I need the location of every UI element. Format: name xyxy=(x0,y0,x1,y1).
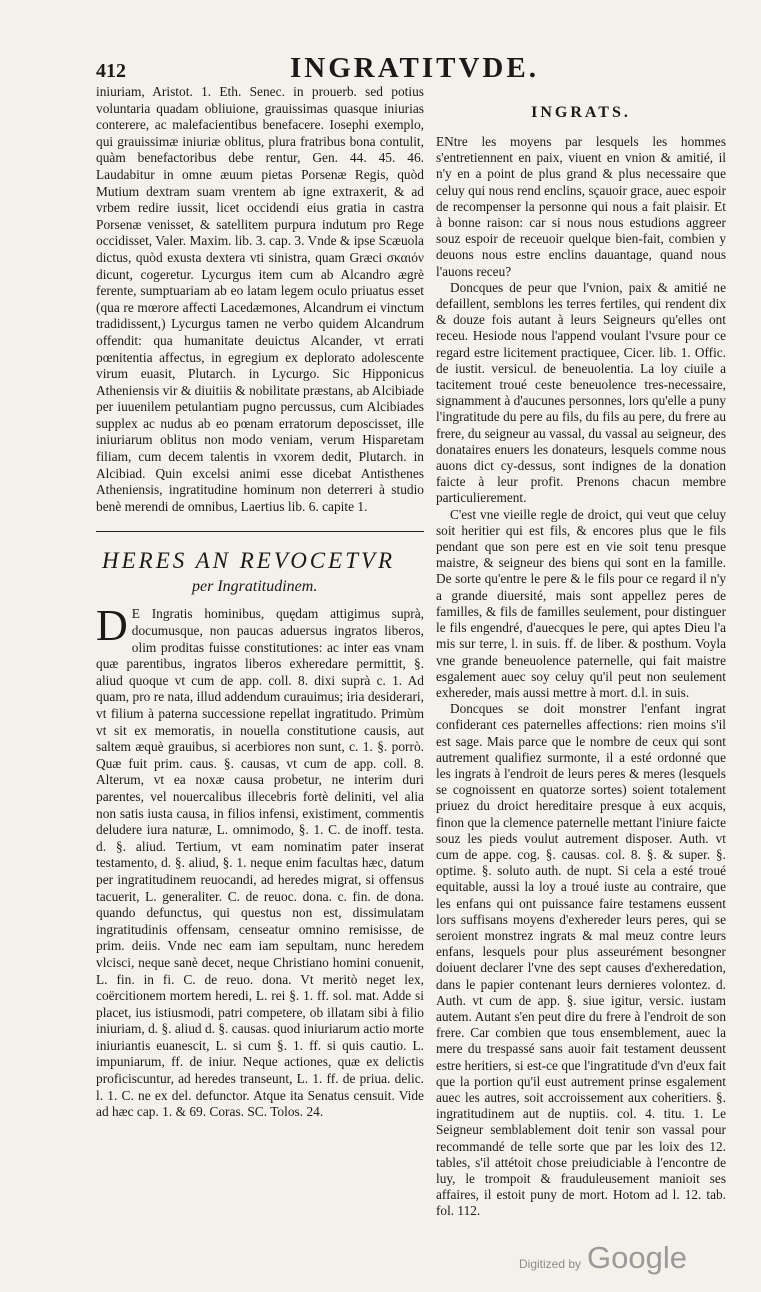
french-paragraph-3: C'est vne vieille regle de droict, qui veut que celuy soit heritier qui est fils, & encores plus que le fils pendant que son pere est en vie soit tenu presque maistre, & seigneur des biens qui sont en la famille. De sorte qu'entre le pere & le fils pour ce regard il n'y a grande diuersité, mais sont appellez peres de familles, & fils de familles seulement, pour distinguer le fils engendré, d'auecques le pere, qui aptes Dieu l'a mis sur terre, l. in suis. ff. de liber. & posthum. Voyla vne grande beneuolence paternelle, qui fait maistre esgalement auec soy celuy qu'il peut non seulement exhereder, mais aussi mettre à mort. d.l. in suis. xyxy=(436,506,726,700)
section-divider xyxy=(96,531,424,532)
digitized-by-text: Digitized by xyxy=(519,1257,582,1271)
right-column xyxy=(436,84,726,1219)
digitization-watermark xyxy=(519,1240,687,1276)
french-paragraph-1: ENtre les moyens par lesquels les hommes s'entretiennent en paix, viuent en vnion & amitié, il n'y en a point de plus grand & plus necessaire que celuy qui nous rend enclins, sçauoir grace, auec espoir de recompenser la personne qui nous a fait plaisir. Et à bonne raison: car si nous nous estudions aggreer souz espoir de receuoir quelque bien-fait, combien y deuons nous estre enclins dauantage, quand nous l'auons receu? xyxy=(436,134,726,279)
page-number: 412 xyxy=(96,60,126,82)
french-paragraph-2: Doncques de peur que l'vnion, paix & amitié ne defaillent, semblons les terres fertiles, qui rendent dix & douze fois autant à leurs Seigneurs qu'elles ont receu. Hesiode nous l'append voulant l'vsure pour ce regard estre licitement practiquee, Cicer. lib. 1. Offic. de iustit. versicul. de beneuolentia. La loy ciuile a tacitement troué ceste beneuolence tres-necessaire, signamment à d'aucunes personnes, lors qu'elle a puny l'ingratitude du pere au fils, du fils au pere, du frere au frere, du seigneur au vassal, du vassal au seigneur, des donataires enuers les donateurs, lesquels comme nous auons dict cy-dessus, sont indignes de la donation faicte à leur profit. Prenons chacun membre particulierement. xyxy=(436,279,726,506)
left-column xyxy=(96,84,424,1194)
section-title-latin: HERES AN REVOCETVR xyxy=(102,548,396,574)
latin-top-paragraph: iniuriam, Aristot. 1. Eth. Senec. in prouerb. sed potius voluntaria quadam obliuione, grauissimas quasque iniurias conterere, ac malefacientibus benefacere. Iosephi exemplo, qui grauissimæ iniuriæ oblitus, plura fratribus bona contulit, quàm benefactoribus debe rentur, Gen. 44. 45. 46. Laudabitur in omne æuum pietas Porsenæ Regis, quòd Mutium dextram suam vrentem ab igne extraxerit, & ad vrbem redire iussit, licet occidendi eius gratia in castra Porsenæ venisset, & satellitem purpura indutum pro Rege occidisset, Valer. Maxim. lib. 3. cap. 3. Vnde & ipse Scæuola dictus, quòd exusta dextera vti sinistra, quam Græci σκαιόν dicunt, cogeretur. Lycurgus item cum ab Alcandro ægrè ferente, sumptuariam ab eo latam legem oculo priuatus esset (qua re mœrore affecti Lacedæmones, Alcandrum ei vinctum tradidissent,) Lycurgus tamen ne verbo quidem Alcandrum offendit: qua humanitate deuictus Alcander, vt errati pœnitentia affectus, in egregium ex deplorato adolescente virum euasit, Plutarch. in Lycurgo. Sic Hipponicus Atheniensis vir & diuitiis & nobilitate præstans, ab Alcibiade per iuuenilem petulantiam pugno percussus, cum Alcibiades supplex ac nudus ab eo pœnam erratorum deposcisset, ille iniuriarum oblitus non modo veniam, verum Hisparetam filiam, cum decem talentis in vxorem dedit, Plutarch. in Alcibiad. Quin excelsi animi esse dicebat Antisthenes Atheniensis, ingratitudine hominum non deterreri à studio benè merendi de omnibus, Laertius lib. 6. capite 1. xyxy=(96,84,424,514)
running-title: INGRATITVDE. xyxy=(290,52,539,84)
latin-section-body xyxy=(96,601,424,1120)
french-paragraph-4: Doncques se doit monstrer l'enfant ingrat confiderant ces paternelles affections: rien moins s'il est sage. Mais parce que le nombre de ceux qui sont autrement qualifiez surmonte, il a esté ordonné que les ingrats à l'endroit de leurs peres & meres (lesquels se cognoissent en quatorze sortes) soient totalement priuez du droict hereditaire presque à eux acquis, finon que la clemence paternelle mettant l'iniure faicte souz les pieds voulut autrement disposer. Auth. vt cum de appe. cog. §. causas. col. 8. §. & super. §. optime. §. soluto auth. de nupt. Si cela a esté troué equitable, aussi la loy a troué iuste au contraire, que les enfans qui ont puissance faire testamens eussent lors suffisans moyens d'exhereder leurs peres, qui se seroient monstrez ingrats & mal meuz contre leurs enfans, lesquels pour plus asseurément besongner doiuent declarer l'vne des sept causes d'exheredation, dans le papier contenant leurs dernieres volontez. d. Auth. vt cum de app. §. siue igitur, versic. iustam autem. Autant s'en peut dire du frere à l'endroit de son frere. Car combien que tous ensemblement, auec la mere du trespassé sans auoir fait testament deussent estre heritiers, si est-ce que l'ingratitude d'vn d'eux fait que la portion qu'il eust autrement prinse esgalement auec les autres, soit accroissement aux coheritiers. §. ingratitudinem aut de nuptiis. col. 4. titu. 1. Le Seigneur semblablement doit tenir son vassal pour recommandé de telle sorte que par les loix des 12. tables, s'il attétoit chose preiudiciable à l'encontre de luy, le trompoit & frauduleusement manioit ses affaires, il estoit puny de mort. Hotom ad l. 12. tab. fol. 112. xyxy=(436,701,726,1219)
latin-section-text: E Ingratis hominibus, quędam attigimus suprà, documusque, non paucas aduersus ingratos liberos, olim proditas fuisse constitutiones: ac inter eas vnam quæ parentibus, ingratos liberos exheredare permittit, §. aliud quoque vt cum de app. coll. 8. dixi suprà c. 1. Ad quam, pro re nata, illud addendum curauimus; iria desiderari, vt filium à paterna successione repellat ingratitudo. Primùm vt sit ex memoratis, in nouella constitutione causis, aut saltem æquè grauibus, si acerbiores non sunt, c. 1. §. porrò. Quæ fuit prim. caus. §. causas, vt cum de app. coll. 8. Alterum, vt ea noxæ causa probetur, ne interim duri parentes, vel nouercalibus illecebris fortè deliniti, vel alia non satis iusta causa, in filios infensi, existiment, commentis deludere iura naturæ, L. omnimodo, §. 1. C. de inoff. testa. d. §. aliud. Tertium, vt eam nominatim pater inserat testamento, d. §. aliud, §. 1. neque enim facultas hæc, datum per ingratitudinem reuocandi, ad heredes migrat, si offensus tacuerit, L. generaliter. C. de reuoc. dona. c. fin. de dona. quando defunctus, qui questus non est, dissimulatam ingratitudinis offensam, censeatur omnino remisisse, de prim. deiis. Vnde nec eam iam sepultam, nunc heredem vlcisci, neque sanè decet, neque Christiano homini conuenit, L. fin. in fi. C. de reuo. dona. Vt meritò neget lex, coërcitionem mortem heredi, L. rei §. 1. ff. sol. mat. Adde si placet, ius istiusmodi, patri competere, ob illatam sibi à filio iniuriam, d. §. aliud d. §. causas. quod iniuriarum actio morte iniuriantis euanescit, L. si cum §. 1. ff. si quis cautio. L. impuniarum, ff. de iniur. Neque actiones, quæ ex delictis proficiscuntur, ad heredes transeunt, L. 1. ff. de priua. delic. l. 1. C. ne ex del. defunctor. Atque ita Senatus censuit. Vide ad hæc cap. 1. & 69. Coras. SC. Tolos. 24. xyxy=(96,606,424,1120)
google-logo: Google xyxy=(587,1240,687,1275)
drop-cap: D xyxy=(96,601,128,651)
section-title-french: INGRATS. xyxy=(531,104,631,121)
section-subtitle-latin: per Ingratitudinem. xyxy=(192,578,318,596)
